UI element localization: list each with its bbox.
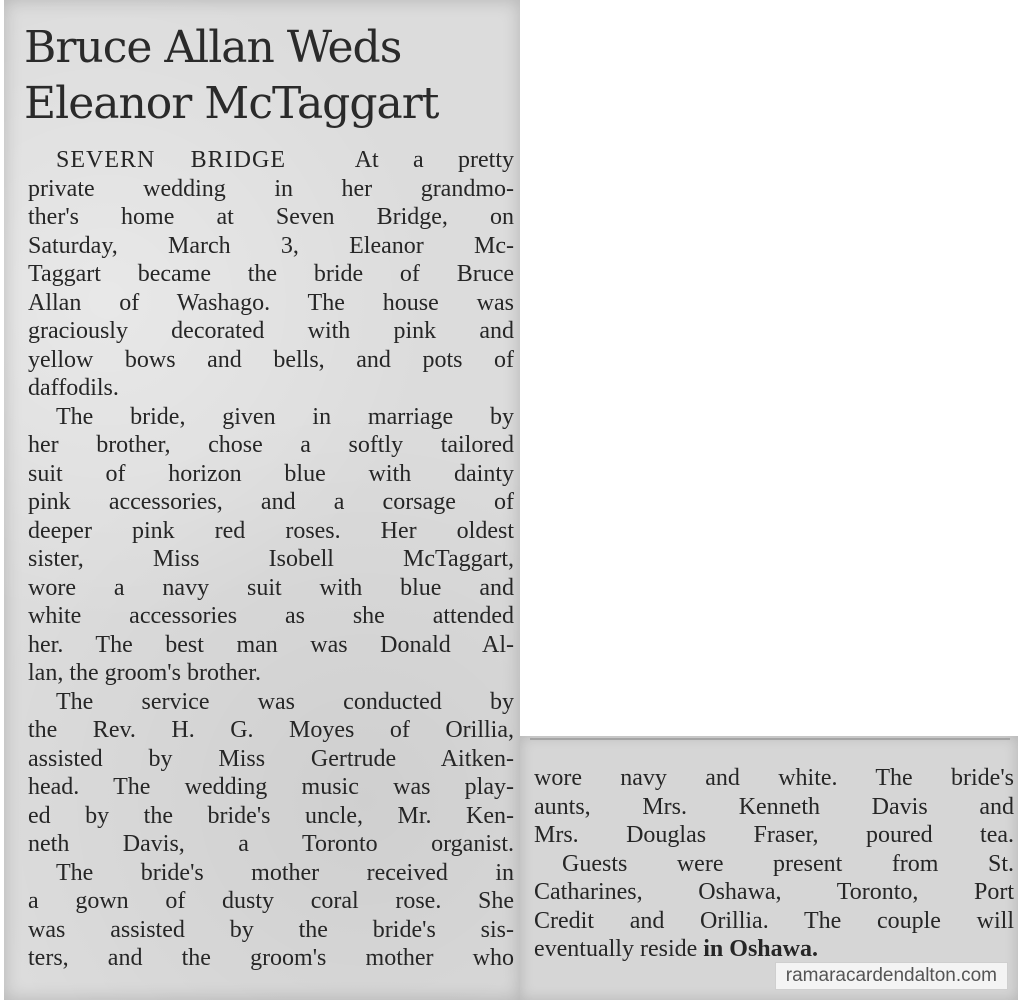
closing-location: in Oshawa.	[703, 936, 818, 962]
article-line: ters, and the groom's mother who	[28, 945, 514, 971]
article-line: deeper pink red roses. Her oldest	[28, 517, 514, 544]
article-column-right	[534, 764, 1014, 964]
article-headline	[24, 20, 514, 132]
article-line: suit of horizon blue with dainty	[28, 460, 514, 487]
article-line: Mrs. Douglas Fraser, poured tea.	[534, 822, 1014, 848]
article-line: Catharines, Oshawa, Toronto, Port	[534, 879, 1014, 905]
torn-edge-divider	[530, 728, 1010, 740]
article-line: white accessories as she attended	[28, 603, 514, 629]
article-column-left	[28, 146, 514, 973]
headline-line-2: Eleanor McTaggart	[24, 78, 439, 129]
article-line: assisted by Miss Gertrude Aitken-	[28, 745, 514, 772]
article-line: Saturday, March 3, Eleanor Mc-	[28, 232, 514, 259]
article-line: lan, the groom's brother.	[28, 660, 261, 686]
article-line: The bride's mother received in	[56, 859, 514, 886]
article-line: a gown of dusty coral rose. She	[28, 888, 514, 914]
article-line	[28, 146, 514, 175]
article-line: the Rev. H. G. Moyes of Orillia,	[28, 717, 514, 743]
site-watermark: ramaracardendalton.com	[775, 962, 1008, 990]
article-line: wore a navy suit with blue and	[28, 574, 514, 601]
article-line: wore navy and white. The bride's	[534, 765, 1014, 791]
article-line-text: At a pretty	[354, 147, 514, 173]
article-line: aunts, Mrs. Kenneth Davis and	[534, 793, 1014, 820]
article-line: daffodils.	[28, 375, 119, 401]
article-line: Allan of Washago. The house was	[28, 289, 514, 316]
article-line: ther's home at Seven Bridge, on	[28, 204, 514, 230]
dateline: SEVERN BRIDGE	[56, 147, 287, 173]
article-line: ed by the bride's uncle, Mr. Ken-	[28, 802, 514, 829]
article-line: The service was conducted by	[56, 688, 514, 715]
article-line: was assisted by the bride's sis-	[28, 916, 514, 943]
article-line-closing	[534, 935, 1014, 964]
article-line: sister, Miss Isobell McTaggart,	[28, 546, 514, 572]
headline-line-1: Bruce Allan Weds	[24, 22, 402, 73]
article-line: pink accessories, and a corsage of	[28, 489, 514, 515]
article-line: neth Davis, a Toronto organist.	[28, 831, 514, 857]
article-line: her brother, chose a softly tailored	[28, 432, 514, 458]
article-line: The bride, given in marriage by	[56, 403, 514, 430]
article-line: private wedding in her grandmo-	[28, 175, 514, 202]
article-line: head. The wedding music was play-	[28, 774, 514, 800]
article-line: Guests were present from St.	[562, 850, 1014, 877]
article-line: her. The best man was Donald Al-	[28, 631, 514, 658]
article-line: Credit and Orillia. The couple will	[534, 907, 1014, 934]
article-line: graciously decorated with pink and	[28, 318, 514, 344]
article-line: yellow bows and bells, and pots of	[28, 346, 514, 373]
article-line-text: eventually reside	[534, 936, 704, 962]
article-line: Taggart became the bride of Bruce	[28, 261, 514, 287]
